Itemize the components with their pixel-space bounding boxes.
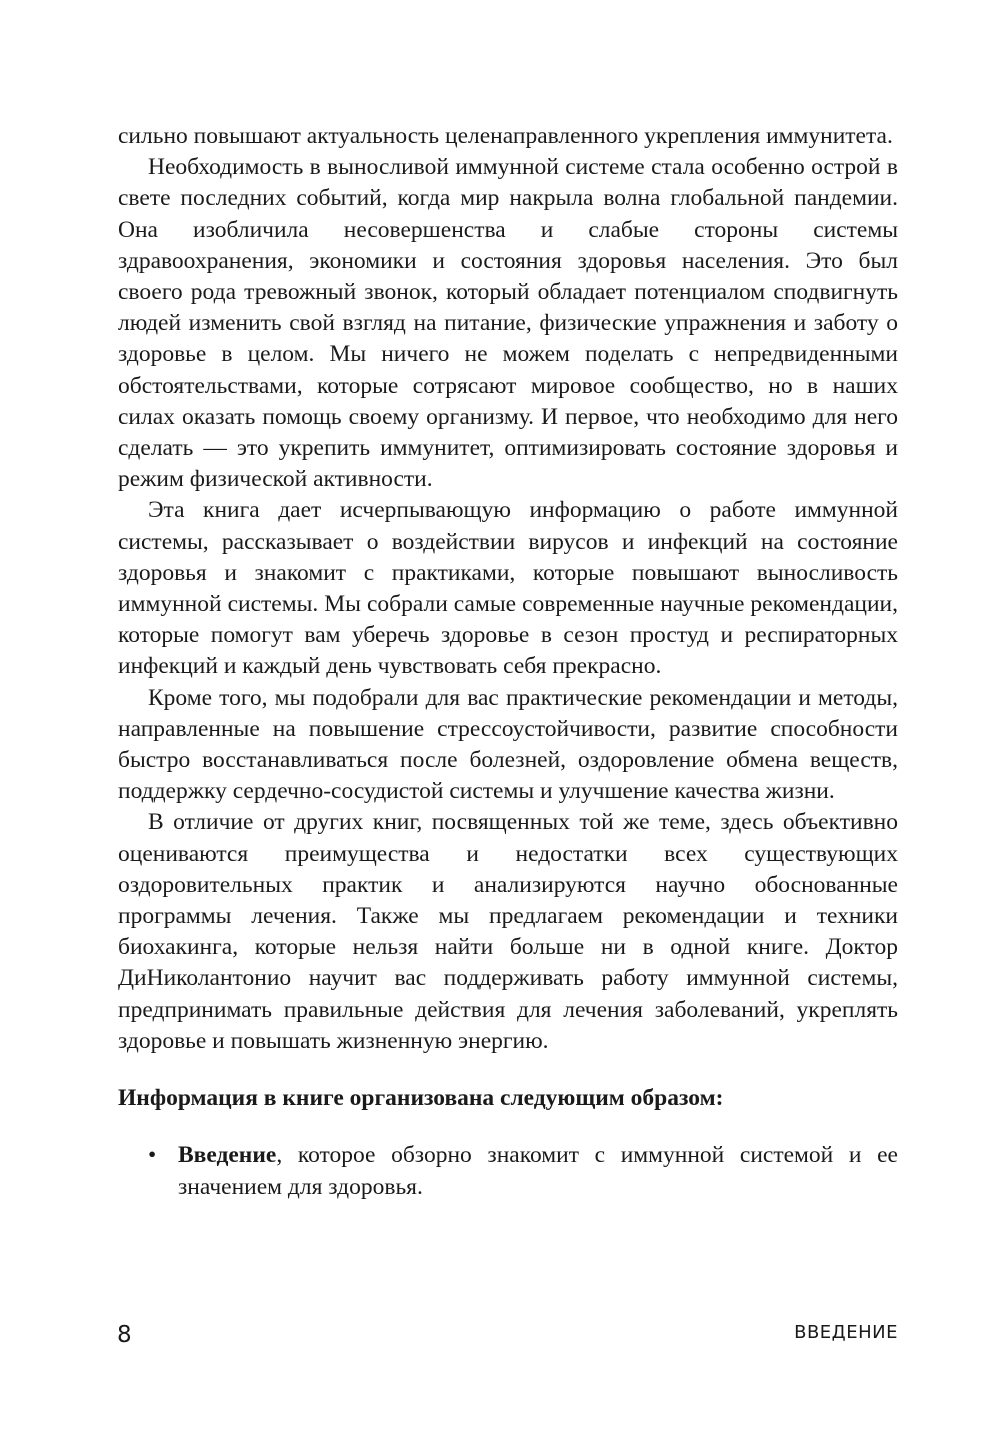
running-head: ВВЕДЕНИЕ xyxy=(794,1322,898,1343)
paragraph-book-info: Эта книга дает исчерпывающую информацию о работе иммунной системы, рассказывает о воздействии вирусов и инфекций на состояние здоровья и знакомит с практиками, которые повышают выносливость иммунной системы. Мы собрали самые современные научные рекомендации, которые помогут вам уберечь здоровье в сезон простуд и респираторных инфекций и каждый день чувствовать себя прекрасно. xyxy=(118,497,898,680)
paragraph-pandemic: Необходимость в выносливой иммунной системе стала особенно острой в свете последних событий, когда мир накрыла волна глобальной пандемии. Она изобличила несовершенства и слабые стороны системы здравоохранения, экономики и состояния здоровья населения. Это был своего рода тревожный звонок, который обладает потенциалом сподвигнуть людей изменить свой взгляд на питание, физические упражнения и заботу о здоровье в целом. Мы ничего не можем поделать с непредвиденными обстоятельствами, которые сотрясают мировое сообщество, но в наших силах оказать помощь своему организму. И первое, что необходимо для него сделать — это укрепить иммунитет, оптимизировать состояние здоровья и режим физической активности. xyxy=(118,154,898,493)
list-item xyxy=(148,1140,898,1202)
bullet-list xyxy=(118,1140,898,1202)
section-heading: Информация в книге организована следующим образом: xyxy=(118,1085,724,1112)
bullet-icon: • xyxy=(148,1142,157,1169)
paragraph-comparison: В отличие от других книг, посвященных той же теме, здесь объективно оцениваются преимущества и недостатки всех существующих оздоровительных практик и анализируются научно обоснованные программы лечения. Также мы предлагаем рекомендации и техники биохакинга, которые нельзя найти больше ни в одной книге. Доктор ДиНиколантонио научит вас поддерживать работу иммунной системы, предпринимать правильные действия для лечения заболеваний, укреплять здоровье и повышать жизненную энергию. xyxy=(118,809,898,1054)
paragraph-continuation: сильно повышают актуальность целенаправленного укрепления иммунитета. xyxy=(118,123,893,149)
paragraph-methods: Кроме того, мы подобрали для вас практические рекомендации и методы, направленные на повышение стрессоустойчивости, развитие способности быстро восстанавливаться после болезней, оздоровление обмена веществ, поддержку сердечно-сосудистой системы и улучшение качества жизни. xyxy=(118,684,898,805)
bullet-term: Введение xyxy=(178,1142,277,1169)
bullet-text: , которое обзорно знакомит с иммунной системой и ее значением для здоровья. xyxy=(178,1142,898,1200)
page-body xyxy=(118,121,898,1203)
page-number: 8 xyxy=(117,1322,132,1348)
